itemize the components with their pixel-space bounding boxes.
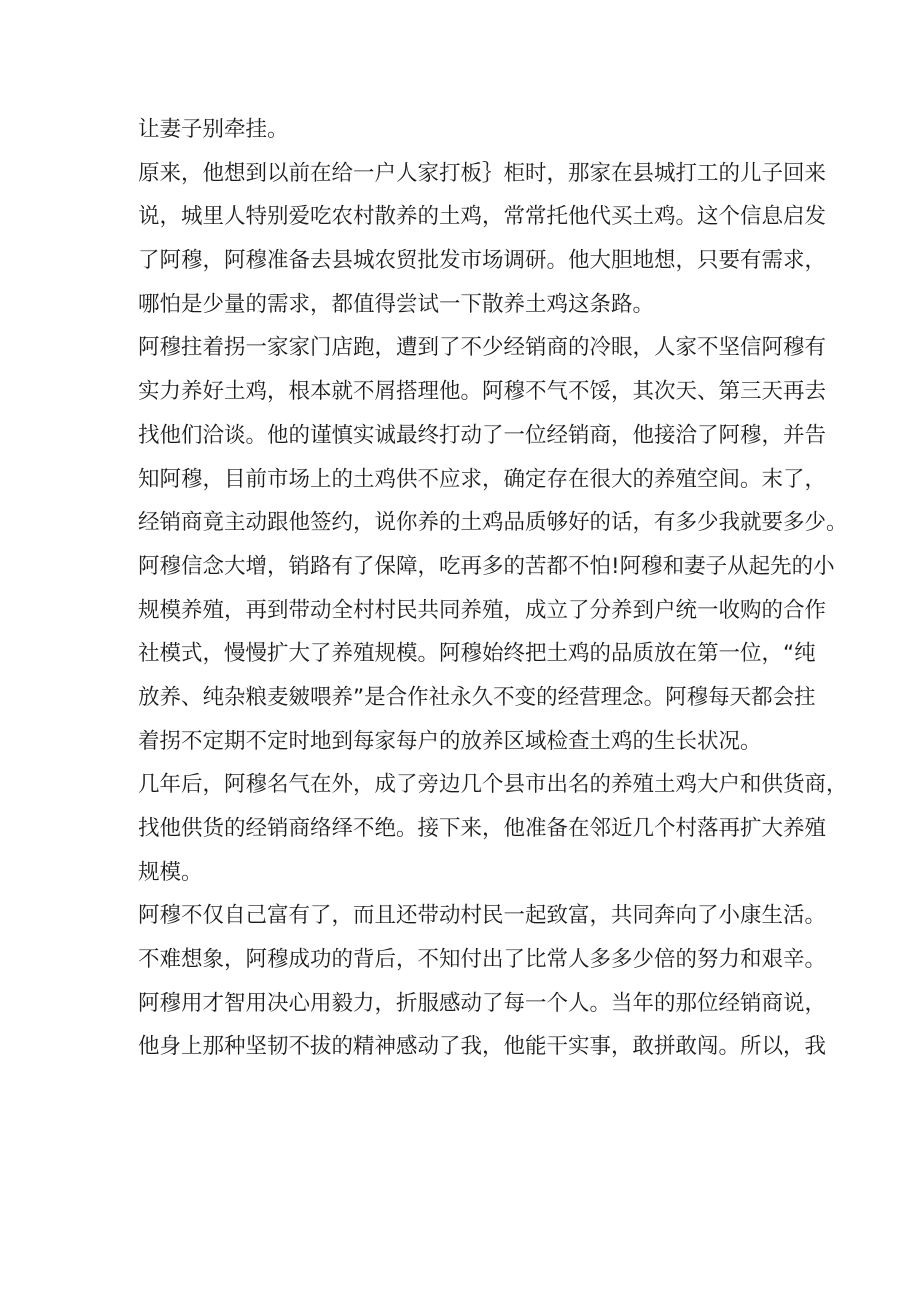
text-line-11: 阿穆信念大增，销路有了保障，吃再多的苦都不怕!阿穆和妻子从起先的小	[138, 553, 835, 579]
text-line-9: 知阿穆，目前市场上的土鸡供不应求，确定存在很大的养殖空间。末了，	[138, 466, 827, 492]
text-line-10: 经销商竟主动跟他签约，说你养的土鸡品质够好的话，有多少我就要多少。	[138, 510, 848, 536]
text-line-20: 不难想象，阿穆成功的背后，不知付出了比常人多多少倍的努力和艰辛。	[138, 947, 827, 973]
text-line-13: 社模式，慢慢扩大了养殖规模。阿穆始终把土鸡的品质放在第一位，“纯	[138, 641, 816, 667]
text-line-17: 找他供货的经销商络绎不绝。接下来，他准备在邻近几个村落再扩大养殖	[138, 816, 827, 841]
article-body	[138, 108, 848, 1069]
text-line-14: 放养、纯杂粮麦皴喂养”是合作社永久不变的经营理念。阿穆每天都会拄	[138, 684, 816, 710]
text-line-15: 着拐不定期不定时地到每家每户的放养区域检查土鸡的生长状况。	[138, 728, 762, 754]
text-line-3: 说，城里人特别爱吃农村散养的土鸡，常常托他代买土鸡。这个信息启发	[138, 204, 827, 230]
text-line-22: 他身上那种坚韧不拔的精神感动了我，他能干实事，敢拼敢闯。所以，我	[138, 1034, 827, 1060]
text-line-16: 几年后，阿穆名气在外，成了旁边几个县市出名的养殖土鸡大户和供货商，	[138, 772, 848, 798]
text-line-19: 阿穆不仅自己富有了，而且还带动村民一起致富，共同奔向了小康生活。	[138, 903, 827, 929]
text-line-7: 实力养好土鸡，根本就不屑搭理他。阿穆不气不馁，其次天、第三天再去	[138, 379, 827, 405]
text-line-1: 让妻子别牵挂。	[138, 117, 289, 142]
text-line-2: 原来，他想到以前在给一户人家打板｝柜时，那家在县城打工的儿子回来	[138, 160, 827, 186]
text-line-8: 找他们洽谈。他的谨慎实诚最终打动了一位经销商，他接洽了阿穆，并告	[138, 422, 827, 448]
text-line-18: 规模。	[138, 859, 203, 885]
text-line-21: 阿穆用才智用决心用毅力，折服感动了每一个人。当年的那位经销商说，	[138, 990, 827, 1016]
text-line-12: 规模养殖，再到带动全村村民共同养殖，成立了分养到户统一收购的合作	[138, 597, 827, 623]
text-line-6: 阿穆拄着拐一家家门店跑，遭到了不少经销商的冷眼，人家不坚信阿穆有	[138, 335, 827, 361]
text-line-4: 了阿穆，阿穆准备去县城农贸批发市场调研。他大胆地想，只要有需求，	[138, 248, 827, 274]
text-line-5: 哪怕是少量的需求，都值得尝试一下散养土鸡这条路。	[138, 291, 655, 317]
